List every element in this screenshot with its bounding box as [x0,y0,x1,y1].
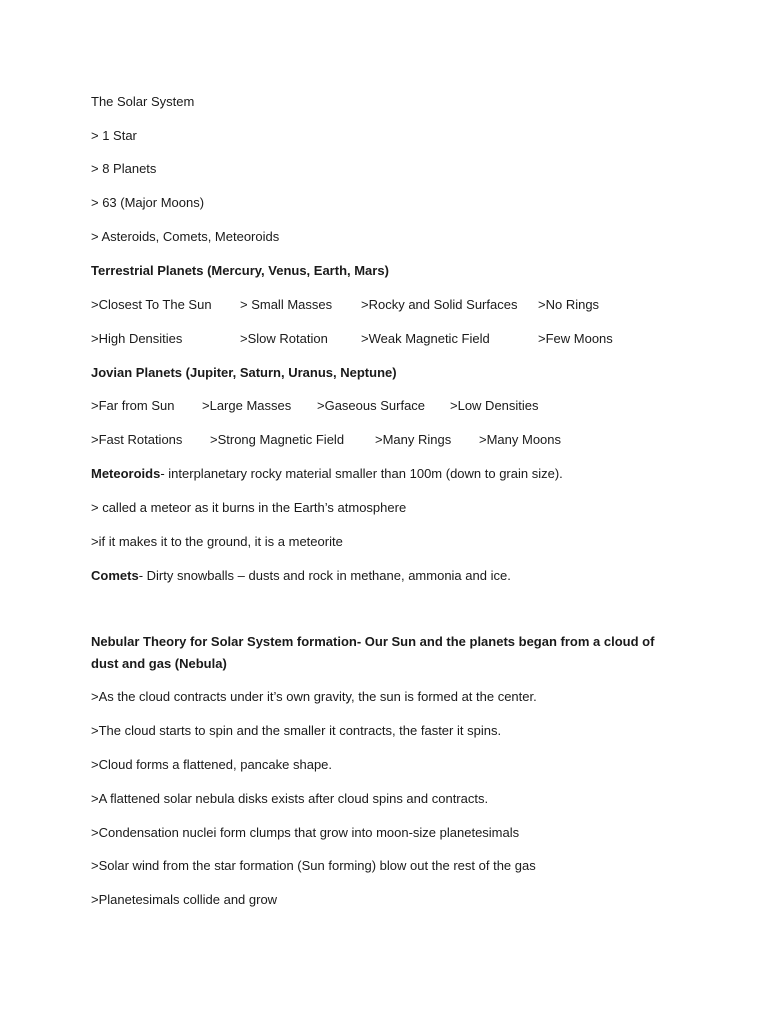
meteoroids-term: Meteoroids [91,466,161,481]
terrestrial-cell: >Closest To The Sun [91,297,212,312]
nebular-item: >Solar wind from the star formation (Sun forming) blow out the rest of the gas [91,858,536,873]
meteoroids-definition [91,466,563,482]
terrestrial-cell: >No Rings [538,297,600,312]
jovian-cell: >Many Moons [479,432,562,447]
terrestrial-cell: >High Densities [91,331,183,346]
jovian-row-2-cells [91,432,691,448]
jovian-cell: >Strong Magnetic Field [210,432,345,447]
comets-definition [91,568,511,584]
jovian-cell: >Gaseous Surface [317,398,426,413]
jovian-heading: Jovian Planets (Jupiter, Saturn, Uranus, Neptune) [91,365,397,380]
page-title: The Solar System [91,94,195,109]
terrestrial-cell: >Rocky and Solid Surfaces [361,297,518,312]
jovian-row-1-cells [91,398,691,414]
nebular-item: >A flattened solar nebula disks exists after cloud spins and contracts. [91,791,489,806]
terrestrial-cell: > Small Masses [240,297,333,312]
jovian-cell: >Large Masses [202,398,292,413]
intro-item-star: > 1 Star [91,128,137,143]
terrestrial-cell: >Weak Magnetic Field [361,331,490,346]
nebular-item: >The cloud starts to spin and the smaller it contracts, the faster it spins. [91,723,502,738]
terrestrial-cell: >Few Moons [538,331,613,346]
nebular-item: >Planetesimals collide and grow [91,892,278,907]
intro-item-planets: > 8 Planets [91,161,157,176]
terrestrial-heading: Terrestrial Planets (Mercury, Venus, Earth, Mars) [91,263,389,278]
jovian-cell: >Many Rings [375,432,452,447]
meteoroids-item-meteorite: >if it makes it to the ground, it is a meteorite [91,534,343,549]
nebular-item: >As the cloud contracts under it’s own gravity, the sun is formed at the center. [91,689,537,704]
nebular-item: >Condensation nuclei form clumps that grow into moon-size planetesimals [91,825,520,840]
comets-definition-text: - Dirty snowballs – dusts and rock in methane, ammonia and ice. [138,568,511,583]
nebular-item: >Cloud forms a flattened, pancake shape. [91,757,333,772]
jovian-cell: >Fast Rotations [91,432,183,447]
terrestrial-row-2-cells [91,331,691,347]
comets-term: Comets [91,568,139,583]
meteoroids-item-meteor: > called a meteor as it burns in the Earth’s atmosphere [91,500,407,515]
nebular-heading: Nebular Theory for Solar System formation- Our Sun and the planets began from a cloud of dust and gas (Nebula) [91,634,655,671]
terrestrial-cell: >Slow Rotation [240,331,328,346]
terrestrial-row-1-cells [91,297,691,313]
jovian-cell: >Far from Sun [91,398,175,413]
intro-item-moons: > 63 (Major Moons) [91,195,205,210]
jovian-cell: >Low Densities [450,398,539,413]
intro-item-small-bodies: > Asteroids, Comets, Meteoroids [91,229,280,244]
meteoroids-definition-text: - interplanetary rocky material smaller than 100m (down to grain size). [160,466,563,481]
